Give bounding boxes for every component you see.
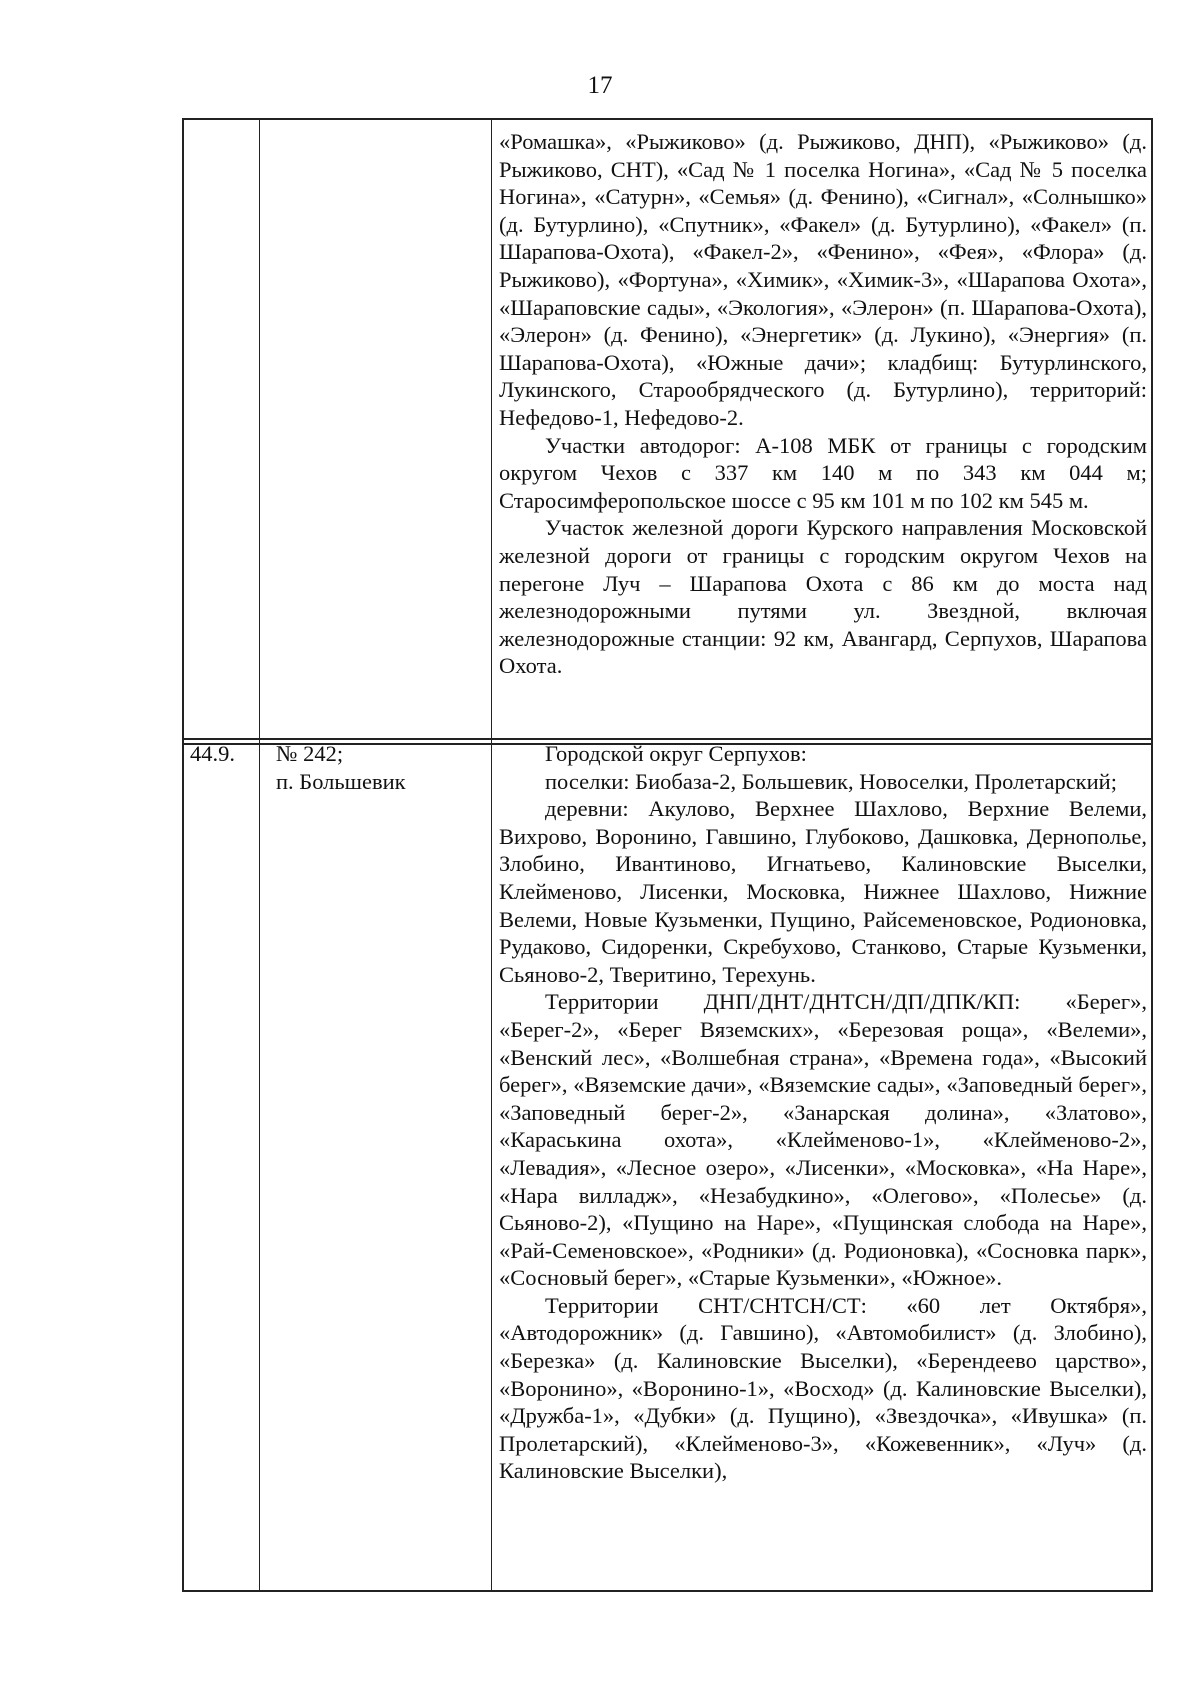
row2-paragraph: Территории СНТ/СНТСН/СТ: «60 лет Октября», «Автодорожник» (д. Гавшино), «Автомобилист» (д. Злобино), «Березка» (д. Калиновские Выселки), «Берендеево царство», «Воронино», «Воронино-1», «Восход» (д. Калиновские Выселки), «Дружба-1», «Дубки» (д. Пущино), «Звездочка», «Ивушка» (п. Пролетарский), «Клейменово-3», «Кожевенник», «Луч» (д. Калиновские Выселки),	[499, 1292, 1147, 1484]
row1-description	[499, 128, 1147, 680]
row2-paragraph: деревни: Акулово, Верхнее Шахлово, Верхние Велеми, Вихрово, Воронино, Гавшино, Глубоково, Дашковка, Дернополье, Злобино, Ивантиново, Игнатьево, Калиновские Выселки, Клейменово, Лисенки, Московка, Нижнее Шахлово, Нижние Велеми, Новые Кузьменки, Пущино, Райсеменовское, Родионовка, Рудаково, Сидоренки, Скребухово, Станково, Старые Кузьменки, Сьяново-2, Тверитино, Терехунь.	[499, 796, 1147, 987]
row2-number: 44.9.	[190, 741, 235, 766]
column-divider-2	[491, 120, 492, 1590]
row1-paragraph: Участок железной дороги Курского направления Московской железной дороги от границы с городским округом Чехов на перегоне Луч – Шарапова Охота с 86 км до моста над железнодорожными путями ул. Звездной, включая железнодорожные станции: 92 км, Авангард, Серпухов, Шарапова Охота.	[499, 515, 1147, 679]
row2-paragraph: Территории ДНП/ДНТ/ДНТСН/ДП/ДПК/КП: «Берег», «Берег-2», «Берег Вяземских», «Березовая роща», «Велеми», «Венский лес», «Волшебная страна», «Времена года», «Высокий берег», «Вяземские дачи», «Вяземские сады», «Заповедный берег», «Заповедный берег-2», «Занарская долина», «Златово», «Караськина охота», «Клейменово-1», «Клейменово-2», «Левадия», «Лесное озеро», «Лисенки», «Московка», «На Наре», «Нара вилладж», «Незабудкино», «Олегово», «Полесье» (д. Сьяново-2), «Пущино на Наре», «Пущинская слобода на Наре», «Рай-Семеновское», «Родники» (д. Родионовка), «Сосновка парк», «Сосновый берег», «Старые Кузьменки», «Южное».	[499, 989, 1147, 1291]
row1-paragraph: Участки автодорог: А-108 МБК от границы с городским округом Чехов с 337 км 140 м по 343 км 044 м; Старосимферопольское шоссе с 95 км 101 м по 102 км 545 м.	[499, 432, 1147, 513]
row2-zone-line: № 242;	[276, 741, 344, 766]
page-number: 17	[587, 72, 613, 99]
row1-paragraph: «Ромашка», «Рыжиково» (д. Рыжиково, ДНП), «Рыжиково» (д. Рыжиково, СНТ), «Сад № 1 поселка Ногина», «Сад № 5 поселка Ногина», «Сатурн», «Семья» (д. Фенино), «Сигнал», «Солнышко» (д. Бутурлино), «Спутник», «Факел» (д. Бутурлино), «Факел» (п. Шарапова-Охота), «Факел-2», «Фенино», «Фея», «Флора» (д. Рыжиково), «Фортуна», «Химик», «Химик-3», «Шарапова Охота», «Шараповские сады», «Экология», «Элерон» (п. Шарапова-Охота), «Элерон» (д. Фенино), «Энергетик» (д. Лукино), «Энергия» (п. Шарапова-Охота), «Южные дачи»; кладбищ: Бутурлинского, Лукинского, Старообрядческого (д. Бутурлино), территорий: Нефедово-1, Нефедово-2.	[499, 129, 1147, 430]
row2-paragraph: поселки: Биобаза-2, Большевик, Новоселки, Пролетарский;	[545, 768, 1117, 794]
row2-paragraph: Городской округ Серпухов:	[545, 741, 807, 766]
row2-zone-line: п. Большевик	[276, 768, 406, 794]
zones-table	[182, 118, 1153, 1592]
column-divider-1	[259, 120, 260, 1590]
row2-description	[499, 740, 1147, 1485]
row2-zone	[276, 740, 496, 795]
